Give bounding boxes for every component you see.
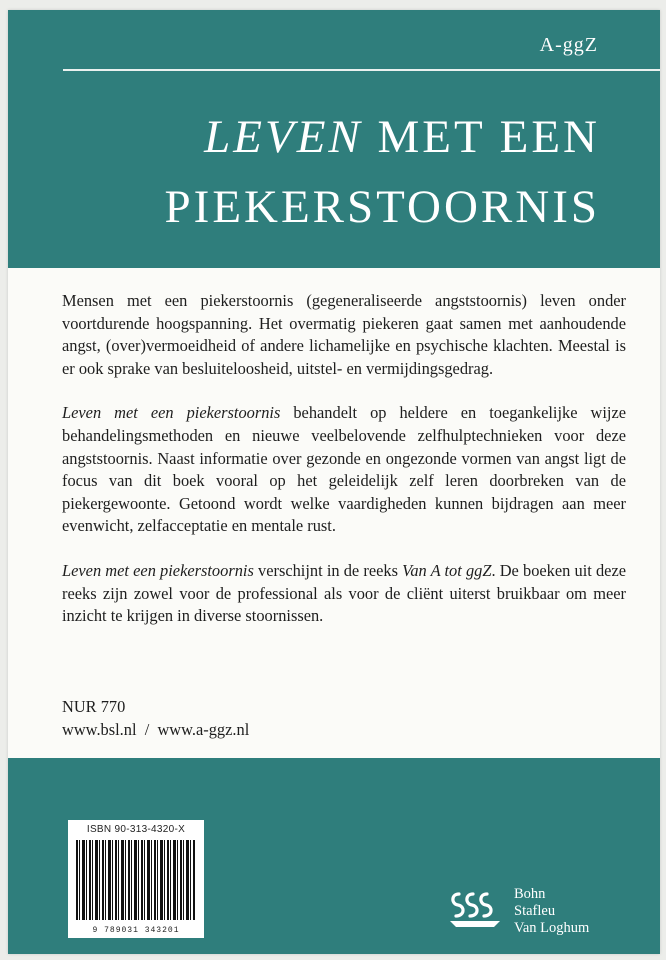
publisher-line-1: Bohn bbox=[514, 886, 546, 902]
barcode-bars bbox=[76, 840, 196, 920]
websites: www.bsl.nl / www.a-ggz.nl bbox=[62, 719, 250, 739]
series-label: A-ggZ bbox=[539, 34, 598, 56]
footer-band bbox=[8, 758, 660, 954]
publisher-line-2: Stafleu bbox=[514, 903, 556, 919]
publisher-name bbox=[514, 886, 589, 937]
publisher-line-3: Van Loghum bbox=[514, 920, 590, 936]
book-title-inline: Leven met een piekerstoornis bbox=[62, 560, 254, 580]
title-rest: MET EEN bbox=[362, 111, 600, 163]
nur-code: NUR 770 bbox=[62, 697, 126, 716]
title-italic-word: LEVEN bbox=[204, 111, 363, 163]
book-back-cover bbox=[8, 10, 660, 954]
isbn-label: ISBN 90-313-4320-X bbox=[86, 824, 186, 835]
blurb-paragraph-2-text: behandelt op heldere en toegankelijke wijze behandelingsmethoden en nieuwe veelbelovende zelfhulptechnieken voor deze angststoornis. Naast informatie over gezonde en ongezonde vormen van angst ligt de focus van dit boek vooral op het geleidelijk zelf leren doorbreken van de piekergewoonte. Getoond wordt welke vaardigheden kunnen bijdragen aan meer evenwicht, zelfacceptatie en mentale rust. bbox=[62, 403, 626, 536]
book-title-line-1 bbox=[204, 110, 600, 164]
header-band bbox=[8, 10, 660, 268]
header-divider bbox=[63, 69, 660, 71]
barcode-digits: 9 789031 343201 bbox=[92, 926, 180, 935]
barcode bbox=[68, 820, 204, 938]
blurb-paragraph-3-end: . De boeken uit deze reeks zijn zowel voor de professional als voor de cliënt uiterst bruikbaar om meer inzicht te krijgen in diverse stoornissen. bbox=[62, 560, 626, 626]
book-title-inline: Leven met een piekerstoornis bbox=[62, 403, 281, 423]
book-title-line-2: PIEKERSTOORNIS bbox=[164, 181, 600, 233]
blurb-paragraph-2 bbox=[62, 402, 626, 538]
blurb-paragraph-3 bbox=[62, 560, 626, 628]
publisher-logo-icon bbox=[446, 888, 506, 932]
blurb bbox=[62, 290, 626, 628]
blurb-paragraph-3-mid: verschijnt in de reeks bbox=[253, 560, 403, 580]
book-meta bbox=[62, 696, 249, 741]
series-name-inline: Van A tot ggZ bbox=[402, 560, 492, 580]
blurb-paragraph-1: Mensen met een piekerstoornis (gegeneraliseerde angststoornis) leven onder voortdurende hoogspanning. Het overmatig piekeren gaat samen met aanhoudende angst, (over)vermoeidheid of andere lichamelijke en psychische klachten. Meestal is er ook sprake van besluiteloosheid, uitstel- en vermijdingsgedrag. bbox=[62, 291, 626, 378]
